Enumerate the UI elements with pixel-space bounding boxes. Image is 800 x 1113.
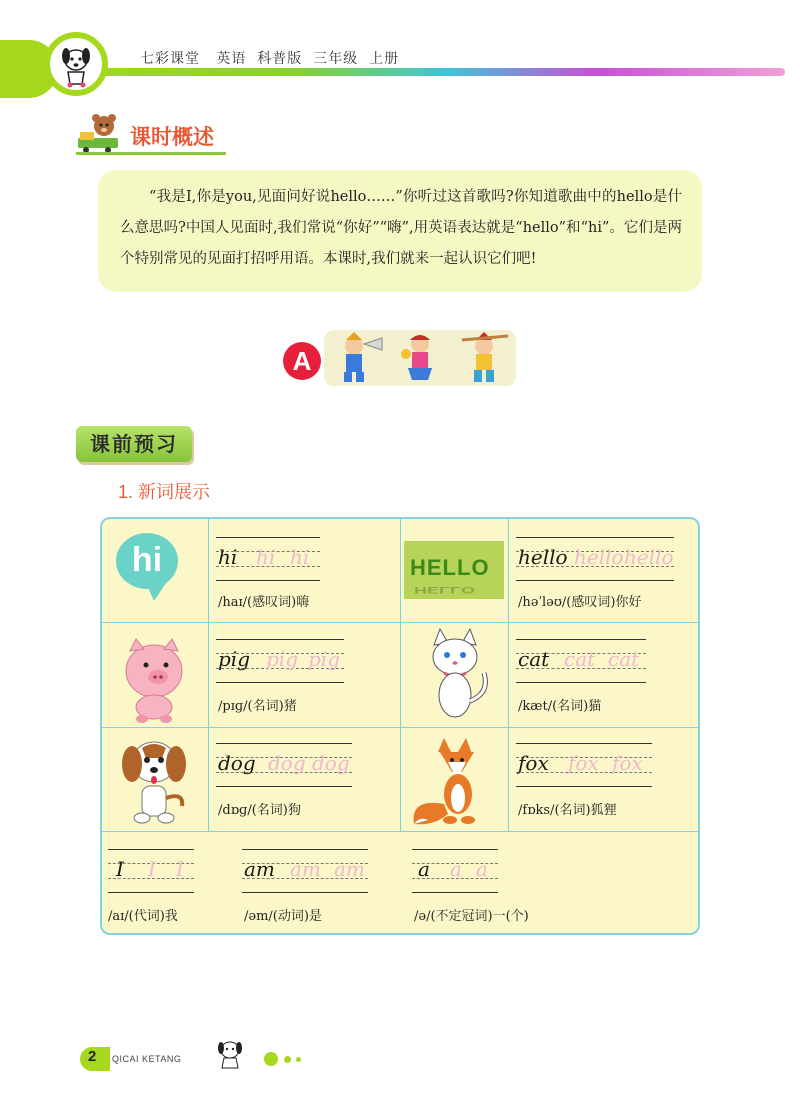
hello-sign-text: HELLO: [410, 555, 490, 580]
word-writing-lines: [516, 639, 646, 683]
word-writing-lines: [108, 849, 194, 893]
hello-sign-reflection: HELLO: [414, 584, 475, 595]
pig-picture: [102, 623, 208, 727]
header-series: 七彩课堂: [140, 51, 200, 67]
trace-word: dog: [268, 751, 306, 775]
word-writing-lines: [216, 537, 320, 581]
hi-picture: [102, 519, 208, 622]
overview-text: “我是I,你是you,见面问好说hello……”你听过这首歌吗?你知道歌曲中的hello是什么意思吗?中国人见面时,我们常说“你好”“嗨”,用英语表达就是“hello”和“hi”。它们是两个特别常见的见面打招呼用语。本课时,我们就来一起认识它们吧!: [120, 189, 682, 267]
word-pig: pig: [218, 647, 251, 671]
page-number: 2: [88, 1048, 97, 1065]
word-am: am: [244, 857, 275, 881]
hello-picture: [400, 519, 508, 622]
trace-word: a: [450, 857, 462, 881]
trace-word: cat: [608, 647, 640, 671]
fox-picture: [400, 728, 508, 831]
word-hello: hello: [518, 545, 568, 569]
word-hi: hi: [218, 545, 238, 569]
header-rainbow-bar: [30, 68, 785, 76]
word-fox-phonetic: /fɒks/(名词)狐狸: [518, 803, 617, 818]
word-i-phonetic: /aɪ/(代词)我: [108, 909, 178, 924]
word-cat-phonetic: /kæt/(名词)猫: [518, 699, 602, 714]
dog-icon: [102, 728, 208, 831]
word-writing-lines: [216, 639, 344, 683]
table-divider: [208, 519, 209, 831]
header-grade: 三年级: [313, 51, 359, 67]
trace-word: fox: [568, 751, 599, 775]
word-writing-lines: [216, 743, 352, 787]
header-title: [140, 48, 399, 68]
word-am-phonetic: /əm/(动词)是: [244, 909, 322, 924]
trace-word: hi: [256, 545, 276, 569]
footer-brand: QICAI KETANG: [112, 1054, 182, 1064]
new-words-table: [100, 517, 700, 935]
dog-picture: [102, 728, 208, 831]
new-words-subtitle: 1. 新词展示: [118, 482, 211, 502]
word-a: a: [418, 857, 430, 881]
hello-sign-icon: [404, 541, 504, 599]
trace-word: cat: [564, 647, 596, 671]
preview-title: 课前预习: [90, 432, 178, 456]
header-volume: 上册: [369, 51, 400, 67]
trace-word: I: [176, 857, 184, 881]
word-hi-phonetic: /haɪ/(感叹词)嗨: [218, 595, 310, 610]
trace-word: I: [148, 857, 156, 881]
train-bear-icon: [76, 112, 122, 154]
word-dog-phonetic: /dɒɡ/(名词)狗: [218, 803, 301, 818]
word-cat: cat: [518, 647, 550, 671]
trace-word: fox: [612, 751, 643, 775]
word-dog: dog: [218, 751, 256, 775]
overview-box: [98, 170, 702, 292]
word-writing-lines: [516, 537, 674, 581]
footer-dot: [264, 1052, 278, 1066]
header-edition: 科普版: [257, 51, 303, 67]
word-writing-lines: [516, 743, 652, 787]
speech-bubble-tail: [146, 583, 166, 601]
trace-word: hi: [290, 545, 310, 569]
overview-title: 课时概述: [130, 125, 214, 149]
footer-dot: [296, 1057, 301, 1062]
word-writing-lines: [412, 849, 498, 893]
part-label-badge: A: [283, 342, 321, 380]
table-divider: [102, 831, 700, 832]
cat-picture: [400, 623, 508, 727]
fox-icon: [400, 728, 508, 831]
children-playing-icon: [324, 330, 516, 386]
table-divider: [508, 519, 509, 831]
pig-icon: [102, 623, 208, 727]
header-mascot-badge: [44, 32, 108, 96]
trace-word: a: [476, 857, 488, 881]
word-a-phonetic: /ə/(不定冠词)一(个): [414, 909, 529, 924]
trace-word: am: [334, 857, 365, 881]
word-writing-lines: [242, 849, 368, 893]
trace-word: pig: [266, 647, 299, 671]
part-a-illustration: [324, 330, 516, 386]
trace-word: hello: [624, 545, 674, 569]
dog-mascot-icon: [50, 38, 102, 90]
footer-dot: [284, 1056, 291, 1063]
header-subject: 英语: [216, 51, 247, 67]
trace-word: pig: [308, 647, 341, 671]
cat-icon: [400, 623, 508, 727]
word-i: I: [116, 857, 124, 881]
speech-bubble-text: hi: [131, 541, 163, 579]
overview-title-underline: [76, 152, 226, 155]
word-pig-phonetic: /pɪɡ/(名词)猪: [218, 699, 297, 714]
footer-dog-icon: [210, 1036, 250, 1070]
trace-word: dog: [312, 751, 350, 775]
trace-word: am: [290, 857, 321, 881]
trace-word: hello: [574, 545, 624, 569]
word-hello-phonetic: /həˈləʊ/(感叹词)你好: [518, 595, 642, 610]
preview-title-tab: [76, 426, 192, 462]
word-fox: fox: [518, 751, 549, 775]
